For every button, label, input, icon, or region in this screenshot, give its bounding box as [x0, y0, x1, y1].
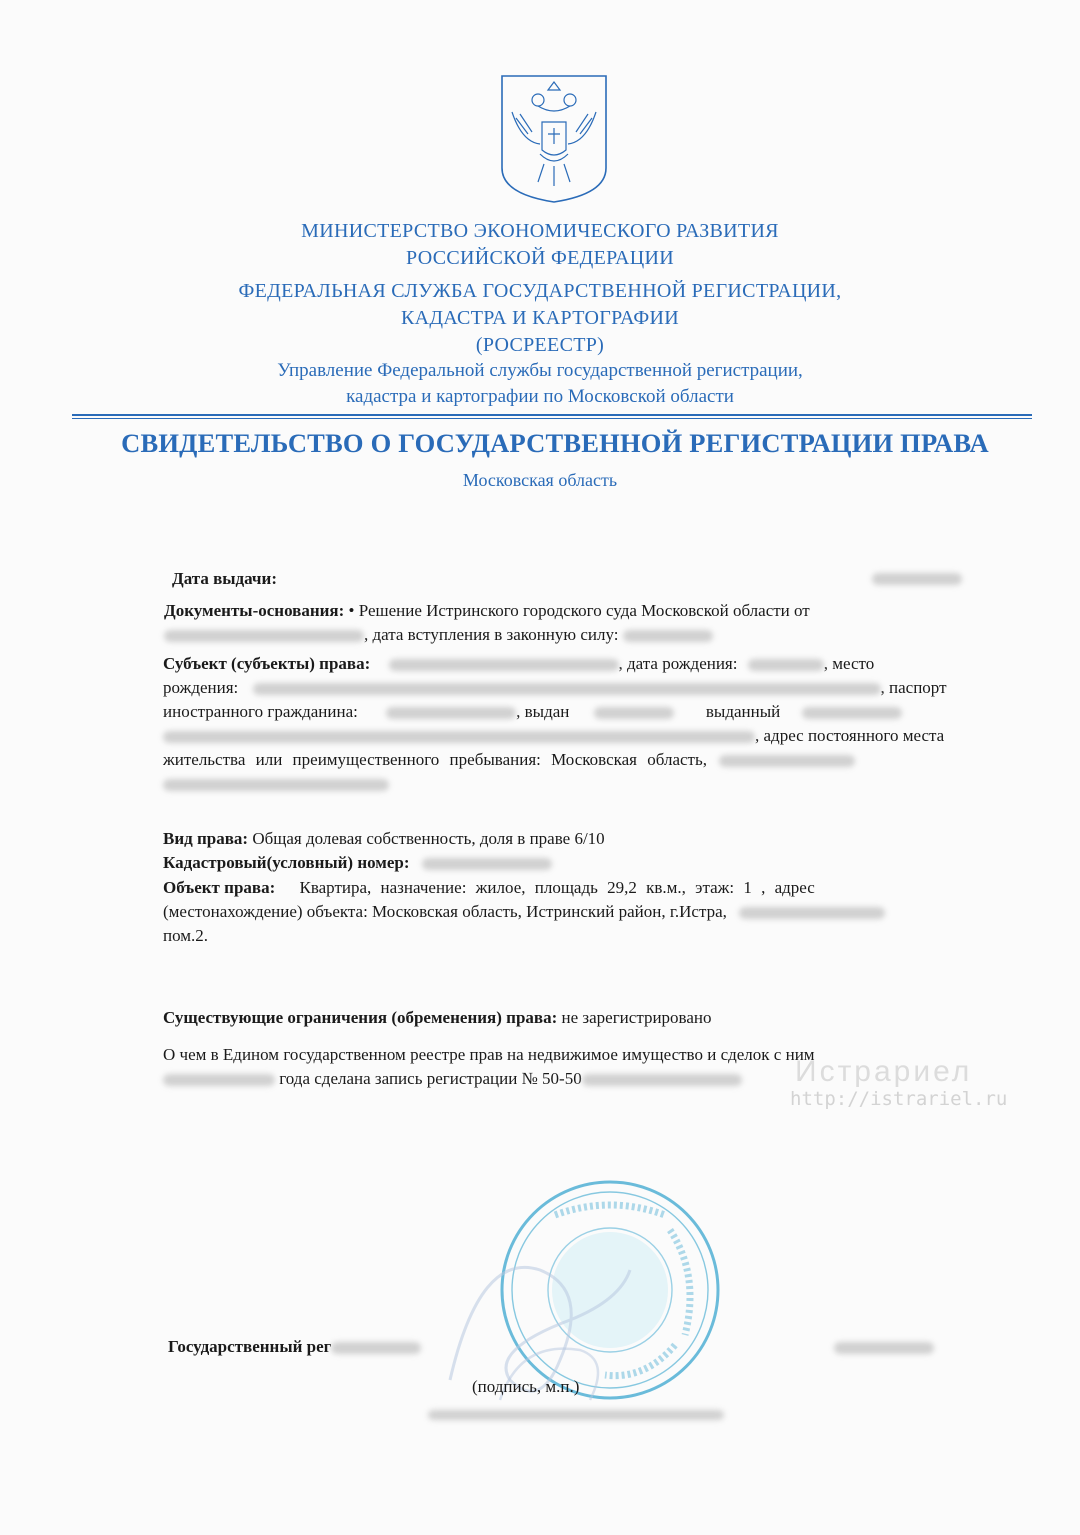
redacted-value	[163, 779, 389, 791]
subject-text: , дата рождения:	[618, 654, 738, 673]
record-line	[163, 1043, 815, 1066]
restrictions-value: не зарегистрировано	[561, 1008, 712, 1027]
subject-text: , паспорт	[880, 678, 947, 697]
ministry-line: РОССИЙСКОЙ ФЕДЕРАЦИИ	[406, 247, 674, 269]
cadastral-label: Кадастровый(условный) номер:	[163, 853, 410, 872]
object-line	[163, 900, 885, 923]
subject-text: иностранного гражданина:	[163, 702, 358, 721]
redacted-value	[582, 1074, 742, 1086]
ministry-line: МИНИСТЕРСТВО ЭКОНОМИЧЕСКОГО РАЗВИТИЯ	[301, 220, 779, 242]
redacted-value	[428, 1410, 724, 1420]
documents-line	[164, 623, 713, 646]
restrictions-line	[163, 1006, 712, 1029]
subject-text: , выдан	[516, 702, 570, 721]
redacted-value	[163, 731, 755, 743]
department-line: кадастра и картографии по Московской области	[346, 386, 734, 407]
object-text: (местонахождение) объекта: Московская область, Истринский район, г.Истра,	[163, 902, 727, 921]
redacted-value	[164, 630, 364, 642]
ministry-name	[0, 218, 1080, 272]
signature-caption: (подпись, м.п.)	[472, 1377, 580, 1396]
documents-text: , дата вступления в законную силу:	[364, 625, 619, 644]
redacted-value	[389, 659, 619, 671]
service-line: ФЕДЕРАЛЬНАЯ СЛУЖБА ГОСУДАРСТВЕННОЙ РЕГИСТРАЦИИ,	[238, 280, 842, 302]
subject-line	[163, 772, 389, 795]
subject-line	[163, 676, 947, 699]
service-line: (РОСРЕЕСТР)	[475, 334, 605, 356]
redacted-value	[872, 573, 962, 585]
redacted-value	[386, 707, 516, 719]
subject-line	[163, 748, 855, 771]
redacted-value	[834, 1342, 934, 1354]
subject-text: рождения:	[163, 678, 239, 697]
subject-text: жительства или преимущественного пребывания: Московская область,	[163, 750, 707, 769]
issue-date-label: Дата выдачи:	[172, 569, 277, 588]
object-label: Объект права:	[163, 878, 276, 897]
subject-line	[163, 724, 944, 747]
document-title: СВИДЕТЕЛЬСТВО О ГОСУДАРСТВЕННОЙ РЕГИСТРАЦИИ ПРАВА	[121, 428, 989, 458]
subject-text: , адрес постоянного места	[755, 726, 945, 745]
documents-text: • Решение Истринского городского суда Московской области от	[348, 601, 810, 620]
redacted-value	[253, 683, 881, 695]
cadastral-line	[163, 851, 552, 874]
header-divider-thin	[72, 418, 1032, 419]
object-line: пом.2.	[163, 926, 209, 945]
coat-of-arms-icon	[498, 72, 610, 204]
header-divider	[72, 414, 1032, 416]
record-text: О чем в Едином государственном реестре прав на недвижимое имущество и сделок с ним	[163, 1045, 815, 1064]
documents-line	[164, 599, 810, 622]
service-line: КАДАСТРА И КАРТОГРАФИИ	[400, 307, 680, 329]
subject-text: , место	[823, 654, 875, 673]
redacted-value	[719, 755, 855, 767]
redacted-value	[594, 707, 674, 719]
redacted-value	[422, 858, 552, 870]
redacted-value	[739, 907, 885, 919]
redacted-value	[802, 707, 902, 719]
restrictions-label: Существующие ограничения (обременения) права:	[163, 1008, 558, 1027]
redacted-value	[748, 659, 824, 671]
registrar-line	[168, 1335, 421, 1358]
redacted-value	[331, 1342, 421, 1354]
subject-line	[163, 652, 874, 675]
documents-label: Документы-основания:	[164, 601, 345, 620]
right-type-label: Вид права:	[163, 829, 249, 848]
subject-line	[163, 700, 902, 723]
object-line	[163, 876, 815, 899]
department-line: Управление Федеральной службы государственной регистрации,	[277, 360, 803, 381]
department-name	[0, 358, 1080, 410]
watermark-url: http://istrariel.ru	[790, 1088, 1008, 1110]
region-name: Московская область	[462, 470, 618, 490]
record-text: года сделана запись регистрации № 50-50	[279, 1069, 582, 1088]
subject-label: Субъект (субъекты) права:	[163, 654, 371, 673]
record-line	[163, 1067, 742, 1090]
redacted-value	[163, 1074, 275, 1086]
right-type-line	[163, 827, 605, 850]
watermark-name: Истрариел	[795, 1055, 973, 1088]
service-name	[0, 278, 1080, 359]
registrar-label: Государственный рег	[168, 1337, 332, 1356]
subject-text: выданный	[705, 702, 781, 721]
redacted-value	[623, 630, 713, 642]
object-text: Квартира, назначение: жилое, площадь 29,2 кв.м., этаж: 1 , адрес	[299, 878, 815, 897]
right-type-value: Общая долевая собственность, доля в праве 6/10	[252, 829, 605, 848]
